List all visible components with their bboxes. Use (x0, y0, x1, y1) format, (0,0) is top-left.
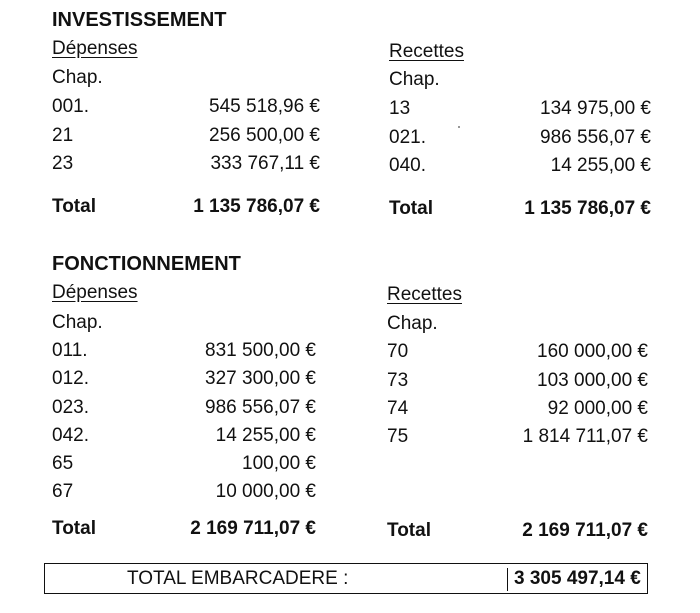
fonc-recettes-total-label: Total (387, 520, 431, 541)
inv-dep-amount: 545 518,96 € (209, 96, 320, 117)
fonc-rec-chap: 70 (387, 341, 409, 362)
inv-depenses-chap-label: Chap. (52, 67, 103, 88)
inv-recettes-chap-label: Chap. (389, 69, 440, 90)
fonc-dep-chap: 042. (52, 425, 89, 446)
fonc-recettes-total-value: 2 169 711,07 € (522, 520, 648, 541)
grand-total-label: TOTAL EMBARCADERE : (127, 568, 349, 589)
fonc-depenses-total-value: 2 169 711,07 € (190, 518, 316, 539)
inv-rec-amount: 14 255,00 € (550, 155, 651, 176)
fonc-rec-amount: 103 000,00 € (537, 370, 648, 391)
section-title-fonctionnement: FONCTIONNEMENT (52, 253, 241, 275)
fonc-dep-amount: 14 255,00 € (215, 425, 316, 446)
fonc-depenses-header: Dépenses (52, 282, 138, 303)
fonc-rec-amount: 1 814 711,07 € (522, 426, 648, 447)
fonc-rec-chap: 74 (387, 398, 409, 419)
inv-rec-amount: 986 556,07 € (540, 127, 651, 148)
fonc-dep-amount: 986 556,07 € (205, 397, 316, 418)
inv-rec-amount: 134 975,00 € (540, 98, 651, 119)
fonc-rec-amount: 92 000,00 € (547, 398, 648, 419)
inv-depenses-total-value: 1 135 786,07 € (193, 196, 320, 217)
inv-dep-amount: 333 767,11 € (210, 153, 320, 174)
fonc-dep-amount: 831 500,00 € (205, 340, 316, 361)
inv-rec-chap: 021. (389, 127, 426, 148)
grand-total-box (44, 563, 648, 594)
fonc-dep-amount: 100,00 € (242, 453, 316, 474)
fonc-dep-chap: 012. (52, 368, 89, 389)
fonc-dep-chap: 67 (52, 481, 74, 502)
fonc-recettes-chap-label: Chap. (387, 313, 438, 334)
fonc-dep-chap: 023. (52, 397, 89, 418)
inv-dep-chap: 23 (52, 153, 74, 174)
fonc-rec-amount: 160 000,00 € (537, 341, 648, 362)
fonc-dep-amount: 10 000,00 € (215, 481, 316, 502)
inv-recettes-total-label: Total (389, 198, 433, 219)
fonc-dep-chap: 65 (52, 453, 74, 474)
inv-depenses-header: Dépenses (52, 38, 138, 59)
inv-dep-chap: 21 (52, 125, 74, 146)
fonc-recettes-header: Recettes (387, 284, 462, 305)
inv-dep-chap: 001. (52, 96, 89, 117)
inv-rec-chap: 13 (389, 98, 411, 119)
fonc-dep-chap: 011. (52, 340, 88, 361)
grand-total-value: 3 305 497,14 € (507, 568, 643, 591)
inv-recettes-total-value: 1 135 786,07 € (524, 198, 651, 219)
section-title-investissement: INVESTISSEMENT (52, 9, 227, 31)
inv-depenses-total-label: Total (52, 196, 96, 217)
inv-rec-chap: 040. (389, 155, 426, 176)
fonc-depenses-total-label: Total (52, 518, 96, 539)
speck (458, 126, 460, 128)
fonc-rec-chap: 73 (387, 370, 409, 391)
fonc-rec-chap: 75 (387, 426, 409, 447)
inv-dep-amount: 256 500,00 € (209, 125, 320, 146)
inv-recettes-header: Recettes (389, 41, 464, 62)
fonc-dep-amount: 327 300,00 € (205, 368, 316, 389)
fonc-depenses-chap-label: Chap. (52, 312, 103, 333)
